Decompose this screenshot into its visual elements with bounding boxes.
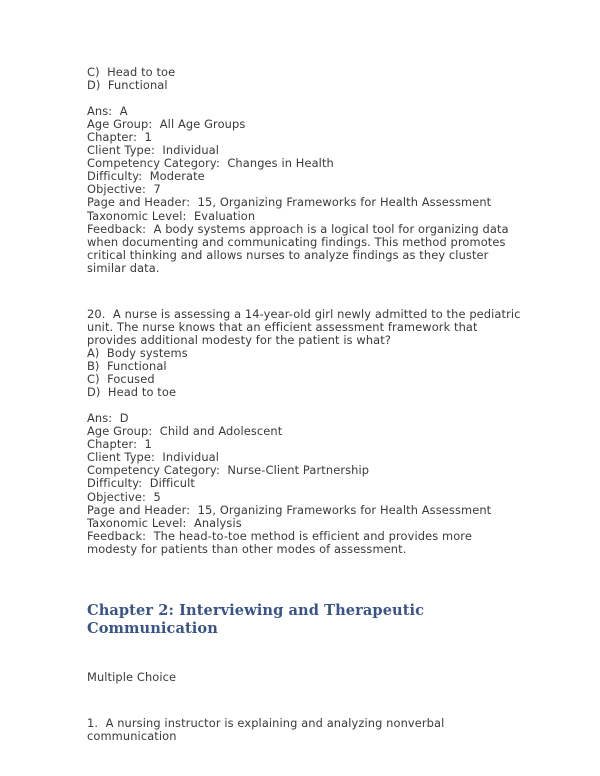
page-and-header-line: Page and Header: 15, Organizing Frameworks for Health Assessment — [87, 195, 492, 210]
client-type-line: Client Type: Individual — [87, 143, 220, 158]
chapter-heading: Chapter 2: Interviewing and Therapeutic Communication — [87, 601, 430, 637]
spacer — [87, 92, 523, 105]
chapter-line: Chapter: 1 — [87, 437, 152, 452]
taxonomic-level-line: Taxonomic Level: Evaluation — [87, 208, 256, 223]
next-question-stem: 1. A nursing instructor is explaining and analyzing nonverbal communication — [87, 716, 449, 744]
objective-line: Objective: 5 — [87, 489, 161, 504]
age-group-line: Age Group: All Age Groups — [87, 117, 246, 132]
option-c: C) Focused — [87, 372, 155, 387]
question-block — [87, 308, 523, 399]
answer-metadata-block — [87, 412, 523, 556]
spacer — [87, 582, 523, 595]
answer-options-continued — [87, 66, 523, 92]
difficulty-line: Difficulty: Moderate — [87, 169, 205, 184]
feedback-paragraph: Feedback: The head-to-toe method is efficient and provides more modesty for patients than other modes of assessment. — [87, 528, 476, 556]
competency-category-line: Competency Category: Changes in Health — [87, 156, 334, 171]
page-and-header-line: Page and Header: 15, Organizing Frameworks for Health Assessment — [87, 502, 492, 517]
option-a: A) Body systems — [87, 345, 188, 360]
option-line: C) Head to toe — [87, 65, 176, 79]
spacer — [87, 638, 523, 651]
objective-line: Objective: 7 — [87, 182, 161, 197]
taxonomic-level-line: Taxonomic Level: Analysis — [87, 515, 242, 530]
answer-line: Ans: A — [87, 104, 128, 119]
spacer — [87, 288, 523, 301]
option-b: B) Functional — [87, 359, 167, 374]
spacer — [87, 569, 523, 582]
option-line: D) Functional — [87, 78, 168, 93]
age-group-line: Age Group: Child and Adolescent — [87, 424, 283, 439]
section-label-multiple-choice: Multiple Choice — [87, 669, 177, 684]
spacer — [87, 697, 523, 710]
chapter-line: Chapter: 1 — [87, 130, 152, 145]
client-type-line: Client Type: Individual — [87, 450, 220, 465]
spacer — [87, 684, 523, 697]
spacer — [87, 399, 523, 412]
feedback-paragraph: Feedback: A body systems approach is a logical tool for organizing data when documenting and communicating findings. This method promotes critical thinking and allows nurses to analyze findings as they cluster similar data. — [87, 221, 513, 275]
answer-line: Ans: D — [87, 411, 129, 426]
spacer — [87, 275, 523, 288]
spacer — [87, 651, 523, 664]
answer-metadata-block — [87, 105, 523, 275]
spacer — [87, 595, 523, 602]
difficulty-line: Difficulty: Difficult — [87, 476, 195, 491]
competency-category-line: Competency Category: Nurse-Client Partnership — [87, 463, 370, 478]
document-text-column — [87, 66, 523, 743]
spacer — [87, 556, 523, 569]
question-stem: 20. A nurse is assessing a 14-year-old girl newly admitted to the pediatric unit. The nurse knows that an efficient assessment framework that provides additional modesty for the patient is what? — [87, 306, 525, 347]
option-d: D) Head to toe — [87, 385, 177, 400]
